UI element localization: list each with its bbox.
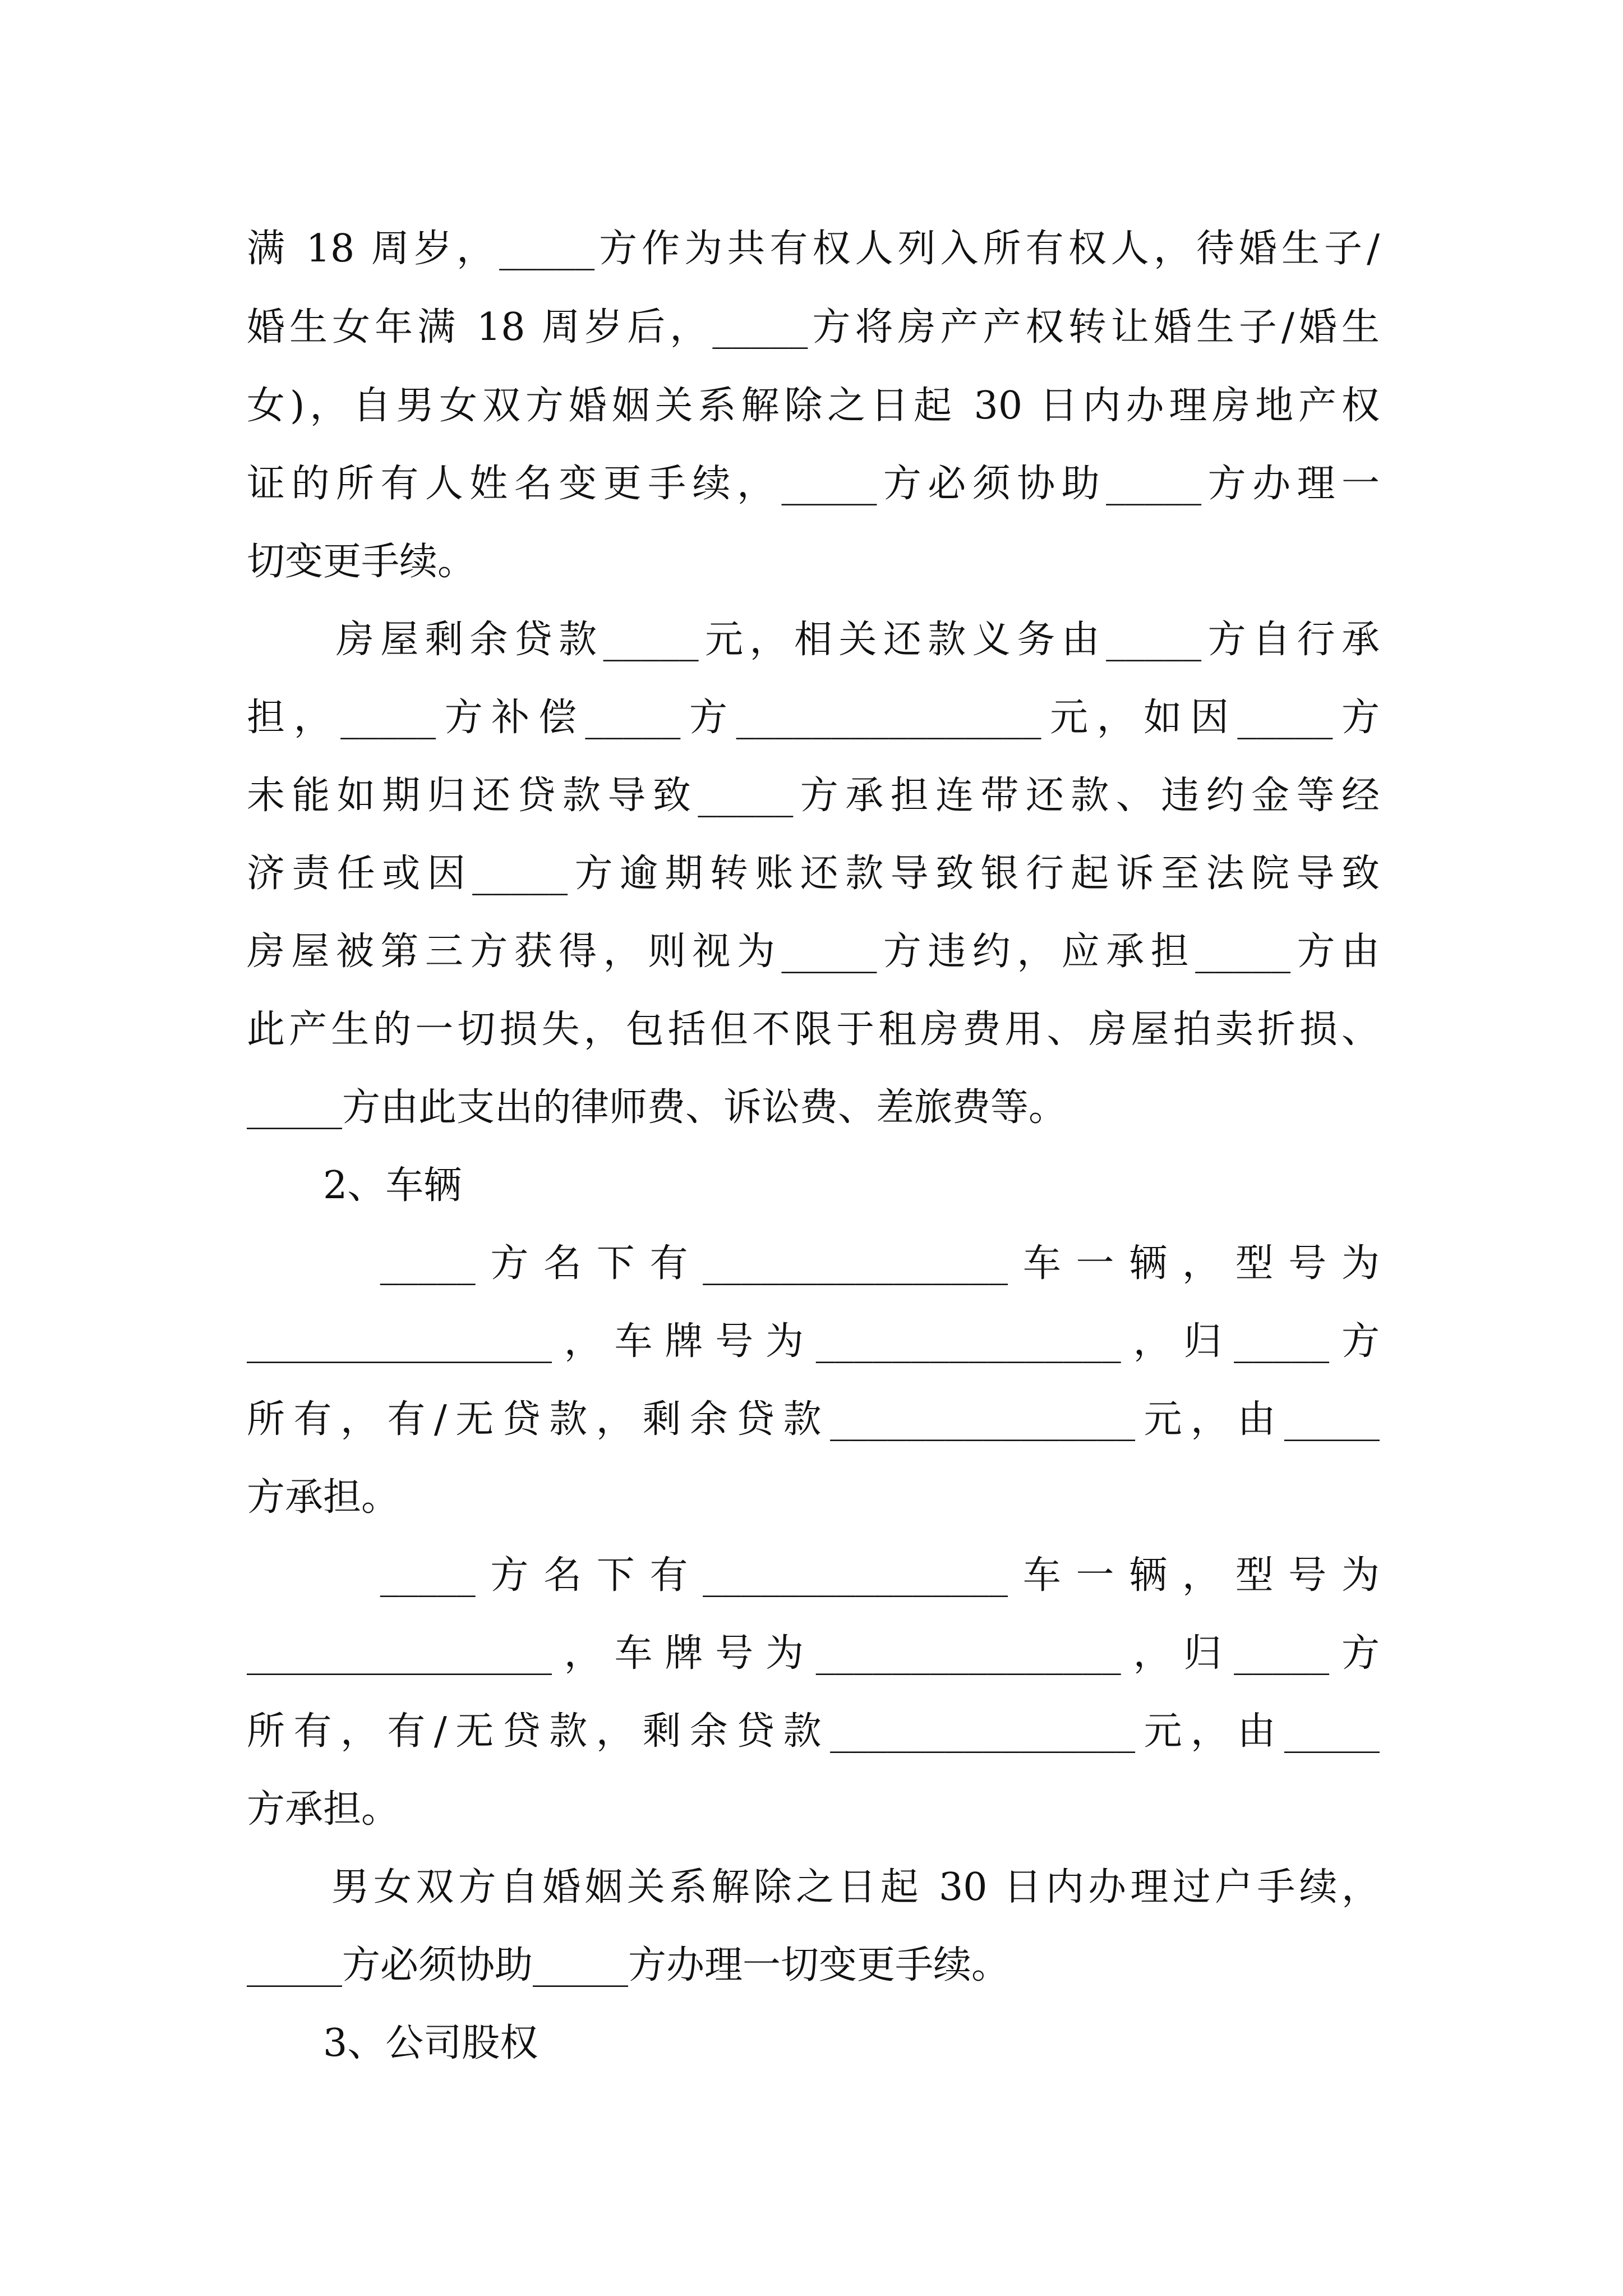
paragraph-line: 方承担。 — [247, 1475, 400, 1520]
paragraph-line: 未能如期归还贷款导致_____方承担连带还款、违约金等经 — [247, 774, 1380, 818]
paragraph-line: 房屋被第三方获得，则视为_____方违约，应承担_____方由 — [247, 930, 1380, 974]
paragraph-line: 所有，有/无贷款，剩余贷款________________元，由_____ — [247, 1397, 1380, 1442]
paragraph-line: 婚生女年满 18 周岁后，_____方将房产产权转让婚生子/婚生 — [247, 305, 1380, 349]
paragraph-line: _____方名下有________________车一辆，型号为 — [247, 1553, 1380, 1598]
paragraph-line: 方承担。 — [247, 1787, 400, 1832]
paragraph-line: 女)，自男女双方婚姻关系解除之日起 30 日内办理房地产权 — [247, 384, 1380, 428]
paragraph-line: 男女双方自婚姻关系解除之日起 30 日内办理过户手续， — [247, 1865, 1380, 1910]
section-heading: 3、公司股权 — [247, 2021, 538, 2065]
paragraph-line: _____方名下有________________车一辆，型号为 — [247, 1241, 1380, 1286]
paragraph-line: _____方必须协助_____方办理一切变更手续。 — [247, 1943, 1010, 1987]
paragraph-line: 济责任或因_____方逾期转账还款导致银行起诉至法院导致 — [247, 852, 1380, 896]
paragraph-line: _____方由此支出的律师费、诉讼费、差旅费等。 — [247, 1085, 1067, 1130]
paragraph-line: ________________，车牌号为________________，归_____方 — [247, 1319, 1380, 1364]
paragraph-line: 担，_____方补偿_____方________________元，如因_____方 — [247, 696, 1380, 740]
section-heading: 2、车辆 — [247, 1163, 462, 1208]
paragraph-line: 房屋剩余贷款_____元，相关还款义务由_____方自行承 — [247, 618, 1380, 662]
paragraph-line: 切变更手续。 — [247, 540, 476, 584]
paragraph-line: 此产生的一切损失，包括但不限于租房费用、房屋拍卖折损、 — [247, 1007, 1380, 1052]
paragraph-line: 满 18 周岁，_____方作为共有权人列入所有权人，待婚生子/ — [247, 227, 1380, 271]
paragraph-line: 所有，有/无贷款，剩余贷款________________元，由_____ — [247, 1709, 1380, 1754]
paragraph-line: ________________，车牌号为________________，归_____方 — [247, 1631, 1380, 1676]
paragraph-line: 证的所有人姓名变更手续，_____方必须协助_____方办理一 — [247, 462, 1380, 506]
